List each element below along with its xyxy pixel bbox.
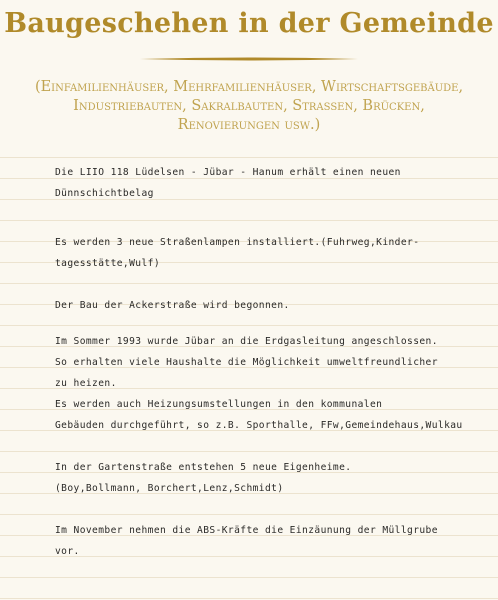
page-title: Baugeschehen in der Gemeinde [4,8,494,39]
subtitle [14,78,484,135]
entry-line: Gebäuden durchgeführt, so z.B. Sporthalle, FFw,Gemeindehaus,Wulkau [55,420,463,431]
entry-line: zu heizen. [55,378,117,389]
entry-line: Die LIIO 118 Lüdelsen - Jübar - Hanum erhält einen neuen [55,167,401,178]
subtitle-line-3: Renovierungen usw.) [177,117,321,133]
entry-line: Der Bau der Ackerstraße wird begonnen. [55,300,290,311]
subtitle-line-2: Industriebauten, Sakralbauten, Strassen, Brücken, [73,98,425,114]
subtitle-line-1: (Einfamilienhäuser, Mehrfamilienhäuser, Wirtschaftsgebäude, [34,79,464,95]
entry-line: Im Sommer 1993 wurde Jübar an die Erdgasleitung angeschlossen. [55,336,438,347]
entry-line: Es werden 3 neue Straßenlampen installiert.(Fuhrweg,Kinder- [55,237,420,248]
entry-line: So erhalten viele Haushalte die Möglichkeit umweltfreundlicher [55,357,438,368]
entry-line: (Boy,Bollmann, Borchert,Lenz,Schmidt) [55,483,284,494]
entry-line: Es werden auch Heizungsumstellungen in den kommunalen [55,399,383,410]
title-underline [140,57,358,61]
entry-line: Im November nehmen die ABS-Kräfte die Einzäunung der Müllgrube [55,525,438,536]
entry-line: In der Gartenstraße entstehen 5 neue Eigenheime. [55,462,352,473]
entry-line: vor. [55,546,80,557]
entry-line: Dünnschichtbelag [55,188,154,199]
entry-line: tagesstätte,Wulf) [55,258,160,269]
